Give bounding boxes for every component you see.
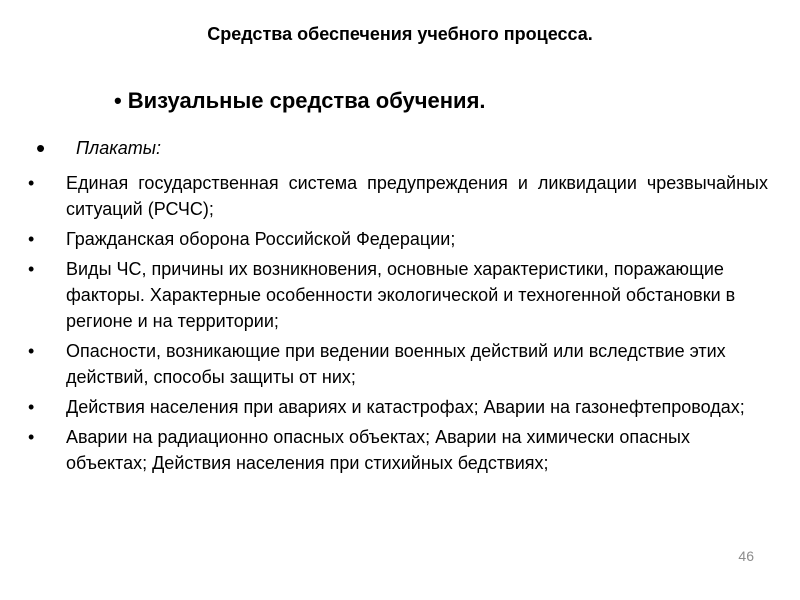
list-item <box>28 394 768 420</box>
list-item <box>28 170 768 222</box>
list-item-text: Единая государственная система предупреждения и ликвидации чрезвычайных ситуаций (РСЧС); <box>66 173 768 219</box>
posters-heading <box>36 134 161 162</box>
list-bullet: • <box>28 173 35 193</box>
slide-title: Средства обеспечения учебного процесса. <box>207 24 593 44</box>
posters-bullet: • <box>36 133 46 163</box>
subtitle-bullet: • <box>114 88 122 113</box>
list-item-text: Гражданская оборона Российской Федерации; <box>66 229 456 249</box>
subtitle <box>114 86 486 116</box>
list-item-text: Аварии на радиационно опасных объектах; Аварии на химически опасных объектах; Действия населения при стихийных бедствиях; <box>66 427 690 473</box>
poster-list <box>28 170 768 480</box>
subtitle-text: Визуальные средства обучения. <box>127 88 486 113</box>
list-item-text: Опасности, возникающие при ведении военных действий или вследствие этих действий, способы защиты от них; <box>66 341 726 387</box>
list-bullet: • <box>28 427 35 447</box>
list-bullet: • <box>28 341 35 361</box>
list-item <box>28 226 768 252</box>
list-item <box>28 338 768 390</box>
list-item <box>28 256 768 334</box>
list-bullet: • <box>28 229 35 249</box>
list-bullet: • <box>28 397 35 417</box>
page-number: 46 <box>738 548 754 564</box>
posters-label: Плакаты: <box>76 138 161 158</box>
list-item-text: Виды ЧС, причины их возникновения, основные характеристики, поражающие факторы. Характерные особенности экологической и техногенной обстановки в регионе и на территории; <box>66 259 736 331</box>
list-item-text: Действия населения при авариях и катастрофах; Аварии на газонефтепроводах; <box>66 397 745 417</box>
list-bullet: • <box>28 259 35 279</box>
list-item <box>28 424 768 476</box>
